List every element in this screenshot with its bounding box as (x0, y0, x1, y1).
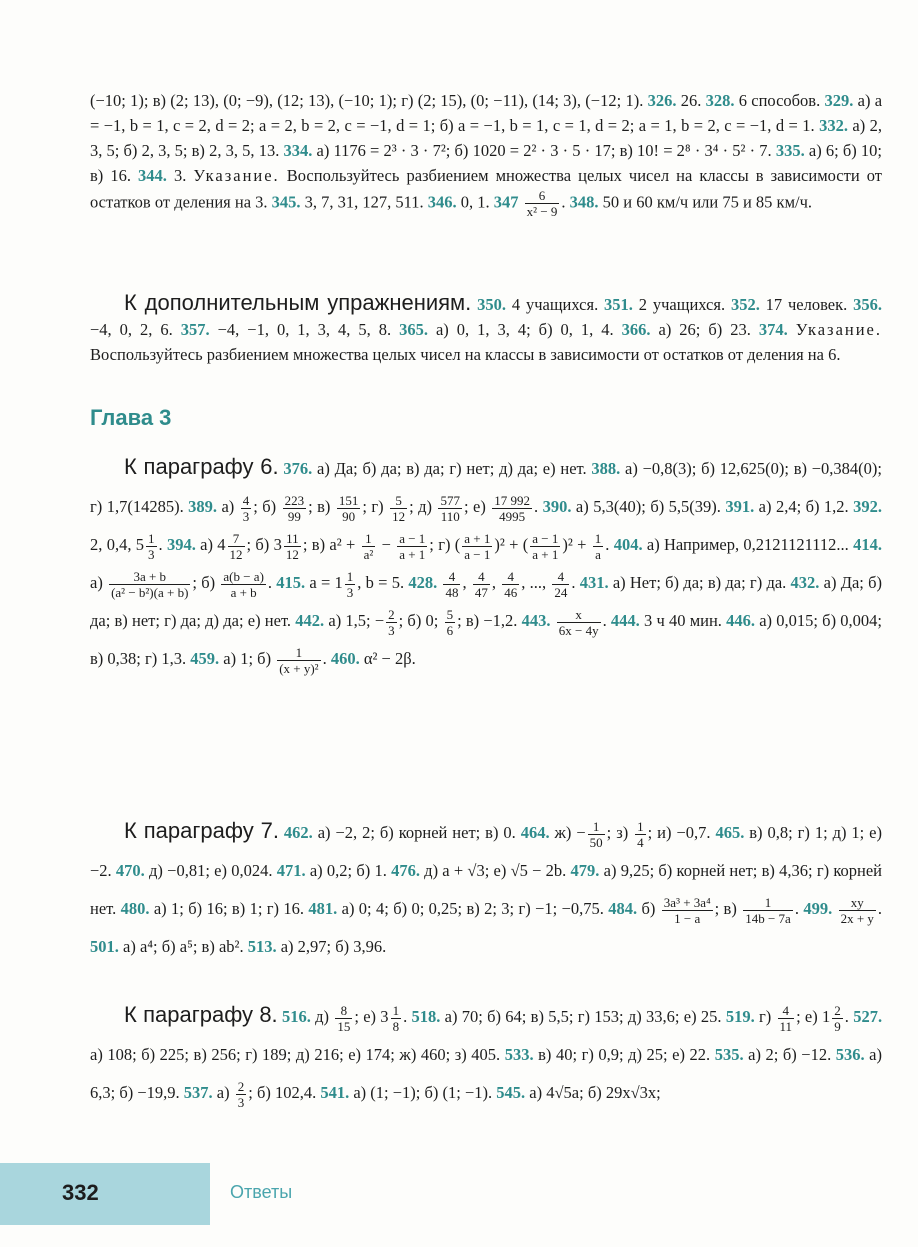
exercise-number: 357. (180, 320, 210, 339)
exercise-number: 470. (115, 861, 145, 880)
exercise-number: 471. (276, 861, 306, 880)
exercise-number: 335. (775, 141, 805, 160)
exercise-number: 536. (835, 1045, 865, 1064)
fraction: $\frac{1}{8}$ (392, 1002, 400, 1034)
exercise-number: 499. (803, 899, 833, 918)
exercise-number: 356. (853, 295, 882, 314)
exercise-number: 392. (853, 497, 882, 516)
exercise-number: 352. (730, 295, 760, 314)
exercise-number: 446. (726, 611, 756, 630)
text: −4, −1, 0, 1, 3, 4, 5, 8. (209, 320, 400, 339)
exercise-number: 347 (493, 192, 519, 212)
text: 50 и 60 км/ч или 75 и 85 км/ч. (598, 192, 813, 212)
exercise-number: 389. (188, 497, 218, 516)
exercise-number: 348. (569, 192, 599, 212)
text: а) Да; б) да; в) да; г) нет; д) да; е) нет. (312, 459, 592, 478)
fraction: $\frac{a(b - a)}{a + b}$ (223, 568, 264, 600)
exercise-number: 518. (411, 1007, 441, 1026)
fraction: $\frac{2}{3}$ (237, 1078, 245, 1110)
fraction: $\frac{5}{6}$ (446, 606, 454, 638)
chapter-title: Глава 3 (90, 405, 172, 430)
fraction: $\frac{x}{6x - 4y}$ (558, 606, 599, 638)
section-paragraph-6: К параграфу 6. 376. а) Да; б) да; в) да; г) нет; д) да; е) нет. 388. а) −0,8(3); б) 12,625(0); в) −0,384(0); г) 1,7(14285). 389. а) $\frac{4}{3}$ ; б) $\frac{223}{99}$ ; в) $\frac{151}{90}$ ; г) $\frac{5}{12}$ ; д) $\frac{577}{110}$ ; е) $\frac{17 992}{4995}$ . 390. а) 5,3(40); б) 5,5(39). 391. а) 2,4; б) 1,2. 392. 2, 0,4, 5 $\frac{1}{3}$ . 394. а) 4 $\frac{7}{12}$ ; б) 3 $\frac{11}{12}$ ; в) a² + $\frac{1}{\text{a²}}$ − $\frac{a - 1}{a + 1}$ ; г) ( $\frac{a + 1}{a - 1}$ )² + ( $\frac{a - 1}{a + 1}$ )² + $\frac{1}{a}$ . 404. а) Например, 0,2121121112... 414. а) $\frac{3a + b}{\text{(a² − b²)(a + b)}}$ ; б) $\frac{a(b - a)}{a + b}$ . 415. a = 1 $\frac{1}{3}$ , b = 5. 428. $\frac{4}{48}$ , $\frac{4}{47}$ , $\frac{4}{46}$ , ..., $\frac{4}{24}$ . 431. а) Нет; б) да; в) да; г) да. 432. а) Да; б) да; в) нет; г) да; д) да; е) нет. 442. а) 1,5; − $\frac{2}{3}$ ; б) 0; $\frac{5}{6}$ ; в) −1,2. 443. $\frac{x}{6x - 4y}$ . 444. 3 ч 40 мин. 446. а) 0,015; б) 0,004; в) 0,38; г) 1,3. 459. а) 1; б) $\frac{1}{\text{(x + y)²}}$ . 460. α² − 2β. (90, 454, 883, 676)
exercise-number: 513. (247, 937, 277, 956)
text: а) 1176 = 2³ · 3 · 7²; б) 1020 = 2² · 3 · 5 · 17; в) 10! = 2⁸ · 3⁴ · 5² · 7. (312, 141, 776, 160)
exercise-number: 443. (521, 611, 551, 630)
additional-exercises-block (90, 290, 882, 367)
exercise-number: 465. (715, 823, 745, 842)
exercise-number: 345. (271, 192, 301, 212)
text: а) 0, 1, 3, 4; б) 0, 1, 4. (427, 320, 622, 339)
text: 6 способов. (734, 91, 825, 110)
text: а) a = −1, b = 1, c = 2, d = 2; a = 2, b = 2, c = −1, d = 1; б) a = −1, b = 1, c = 1, d = 2; a = 1, b = 2, c = −1, d = 1. (90, 91, 883, 135)
fraction: $\frac{1}{\text{a²}}$ (363, 530, 374, 562)
section-heading: К параграфу 6. (124, 454, 279, 479)
text: а) 6; б) 10; в) 16. (90, 141, 882, 185)
fraction: $\frac{11}{12}$ (285, 530, 299, 562)
exercise-number: 351. (604, 295, 633, 314)
exercise-number: 533. (504, 1045, 534, 1064)
fraction: $\frac{4}{11}$ (779, 1002, 793, 1034)
text: (−10; 1); в) (2; 13), (0; −9), (12; 13), (−10; 1); г) (2; 15), (0; −11), (14; 3), (−12; 1). (90, 91, 648, 110)
text: а) 26; б) 23. (650, 320, 759, 339)
exercise-number: 394. (166, 535, 196, 554)
exercise-number: 444. (610, 611, 640, 630)
text: Воспользуйтесь разбиением множества целых чисел на классы в зависимости от остатков от деления на 3. (90, 166, 882, 212)
exercise-number: 501. (90, 937, 119, 956)
exercise-number: 442. (295, 611, 325, 630)
fraction: $\frac{8}{15}$ (337, 1002, 351, 1034)
exercise-number: 366. (621, 320, 651, 339)
fraction: $\frac{17 992}{4995}$ (494, 492, 531, 524)
exercise-number: 535. (714, 1045, 744, 1064)
fraction: $\frac{xy}{2x + y}$ (840, 894, 874, 926)
exercise-number: 390. (542, 497, 572, 516)
fraction: $\frac{1}{3}$ (148, 530, 155, 562)
fraction: $\frac{4}{24}$ (554, 568, 568, 600)
exercise-number: 484. (608, 899, 638, 918)
exercise-number: 460. (330, 649, 360, 668)
fraction: $\frac{4}{48}$ (445, 568, 459, 600)
exercise-number: 431. (579, 573, 609, 592)
exercise-number: 328. (705, 91, 735, 110)
fraction: $\frac{1}{14b - 7a}$ (745, 894, 791, 926)
hint-label: Указание. (795, 320, 883, 339)
exercise-number: 545. (496, 1083, 526, 1102)
fraction: $\frac{1}{\text{(x + y)²}}$ (279, 644, 319, 676)
exercise-number: 459. (190, 649, 220, 668)
text: . (561, 192, 570, 212)
fraction: $\frac{2}{3}$ (388, 606, 395, 638)
exercise-number: 391. (725, 497, 755, 516)
exercise-number: 404. (613, 535, 643, 554)
fraction: $\frac{1}{4}$ (637, 818, 644, 850)
fraction: $\frac{3a + b}{\text{(a² − b²)(a + b)}}$ (111, 568, 189, 600)
fraction: $\frac{4}{3}$ (242, 492, 250, 524)
exercise-number: 537. (183, 1083, 213, 1102)
exercise-number: 516. (281, 1007, 311, 1026)
text: −4, 0, 2, 6. (90, 320, 181, 339)
exercise-number: 481. (308, 899, 338, 918)
exercise-number: 329. (824, 91, 854, 110)
fraction: $\frac{1}{a}$ (594, 530, 602, 562)
exercise-number: 462. (283, 823, 313, 842)
fraction: $\frac{1}{50}$ (589, 818, 603, 850)
fraction: $\frac{223}{99}$ (284, 492, 305, 524)
section-paragraph-7: К параграфу 7. 462. а) −2, 2; б) корней нет; в) 0. 464. ж) − $\frac{1}{50}$ ; з) $\frac{1}{4}$ ; и) −0,7. 465. в) 0,8; г) 1; д) 1; е) −2. 470. д) −0,81; е) 0,024. 471. а) 0,2; б) 1. 476. д) a + √3; е) √5 − 2b. 479. а) 9,25; б) корней нет; в) 4,36; г) корней нет. 480. а) 1; б) 16; в) 1; г) 16. 481. а) 0; 4; б) 0; 0,25; в) 2; 3; г) −1; −0,75. 484. б) $\frac{\text{3a³ + 3a⁴}}{1 - a}$ ; в) $\frac{1}{14b - 7a}$ . 499. $\frac{xy}{2x + y}$ . 501. а) a⁴; б) a⁵; в) ab². 513. а) 2,97; б) 3,96. (90, 818, 883, 956)
fraction: $\frac{6}{\text{x² − 9}}$ (526, 188, 558, 219)
fraction: $\frac{7}{12}$ (229, 530, 243, 562)
exercise-number: 527. (853, 1007, 883, 1026)
page-number: 332 (62, 1180, 99, 1205)
exercise-number: 428. (408, 573, 438, 592)
fraction: $\frac{5}{12}$ (392, 492, 406, 524)
exercise-number: 519. (725, 1007, 755, 1026)
fraction: $\frac{151}{90}$ (338, 492, 359, 524)
fraction: $\frac{4}{47}$ (474, 568, 488, 600)
fraction: $\frac{2}{9}$ (834, 1002, 841, 1034)
text: 17 человек. (759, 295, 854, 314)
text: 2 учащихся. (632, 295, 731, 314)
exercise-number: 541. (320, 1083, 350, 1102)
section-label: Ответы (230, 1182, 293, 1202)
text: а) 2, 3, 5; б) 2, 3, 5; в) 2, 3, 5, 13. (90, 116, 882, 160)
exercise-number: 479. (570, 861, 600, 880)
fraction: $\frac{a - 1}{a + 1}$ (532, 530, 559, 562)
exercise-number: 414. (853, 535, 882, 554)
exercise-number: 388. (591, 459, 621, 478)
section-heading: К параграфу 7. (124, 818, 279, 843)
text: 3, 7, 31, 127, 511. (300, 192, 428, 212)
text: а) −0,8(3); б) 12,625(0); в) −0,384(0); г) 1,7(14285). (90, 459, 883, 516)
fraction: $\frac{577}{110}$ (440, 492, 460, 524)
exercise-number: 346. (427, 192, 457, 212)
fraction: $\frac{\text{3a³ + 3a⁴}}{1 - a}$ (663, 894, 711, 926)
hint-label: Указание. (193, 166, 280, 185)
section-heading: К дополнительным упражнениям. (124, 290, 472, 315)
exercise-number: 334. (283, 141, 313, 160)
footer-band (0, 1163, 210, 1225)
exercise-number: 432. (790, 573, 820, 592)
exercise-number: 464. (520, 823, 550, 842)
fraction: $\frac{a - 1}{a + 1}$ (399, 530, 426, 562)
exercise-number: 415. (276, 573, 306, 592)
exercise-number: 344. (138, 166, 167, 185)
text: Воспользуйтесь разбиением множества целых чисел на классы в зависимости от остатков от деления на 6. (90, 345, 841, 364)
exercise-number: 480. (120, 899, 150, 918)
fraction: $\frac{4}{46}$ (504, 568, 518, 600)
section-paragraph-8: К параграфу 8. 516. д) $\frac{8}{15}$ ; е) 3 $\frac{1}{8}$ . 518. а) 70; б) 64; в) 5,5; г) 153; д) 33,6; е) 25. 519. г) $\frac{4}{11}$ ; е) 1 $\frac{2}{9}$ . 527. а) 108; б) 225; в) 256; г) 189; д) 216; е) 174; ж) 460; з) 405. 533. в) 40; г) 0,9; д) 25; е) 22. 535. а) 2; б) −12. 536. а) 6,3; б) −19,9. 537. а) $\frac{2}{3}$ ; б) 102,4. 541. а) (1; −1); б) (1; −1). 545. а) 4√5a; б) 29x√3x; (90, 1002, 883, 1110)
exercise-number: 350. (477, 295, 507, 314)
exercise-number: 365. (399, 320, 428, 339)
exercise-number: 326. (647, 91, 677, 110)
text: 0, 1. (456, 192, 494, 212)
exercise-number: 376. (283, 459, 313, 478)
text: 26. (676, 91, 706, 110)
text: 4 учащихся. (506, 295, 605, 314)
section-heading: К параграфу 8. (124, 1002, 278, 1027)
answers-block-continued (90, 88, 882, 219)
text: 3. (166, 166, 194, 185)
fraction: $\frac{1}{3}$ (346, 568, 354, 600)
exercise-number: 332. (819, 116, 848, 135)
fraction: $\frac{a + 1}{a - 1}$ (464, 530, 491, 562)
exercise-number: 374. (758, 320, 788, 339)
exercise-number: 476. (391, 861, 420, 880)
